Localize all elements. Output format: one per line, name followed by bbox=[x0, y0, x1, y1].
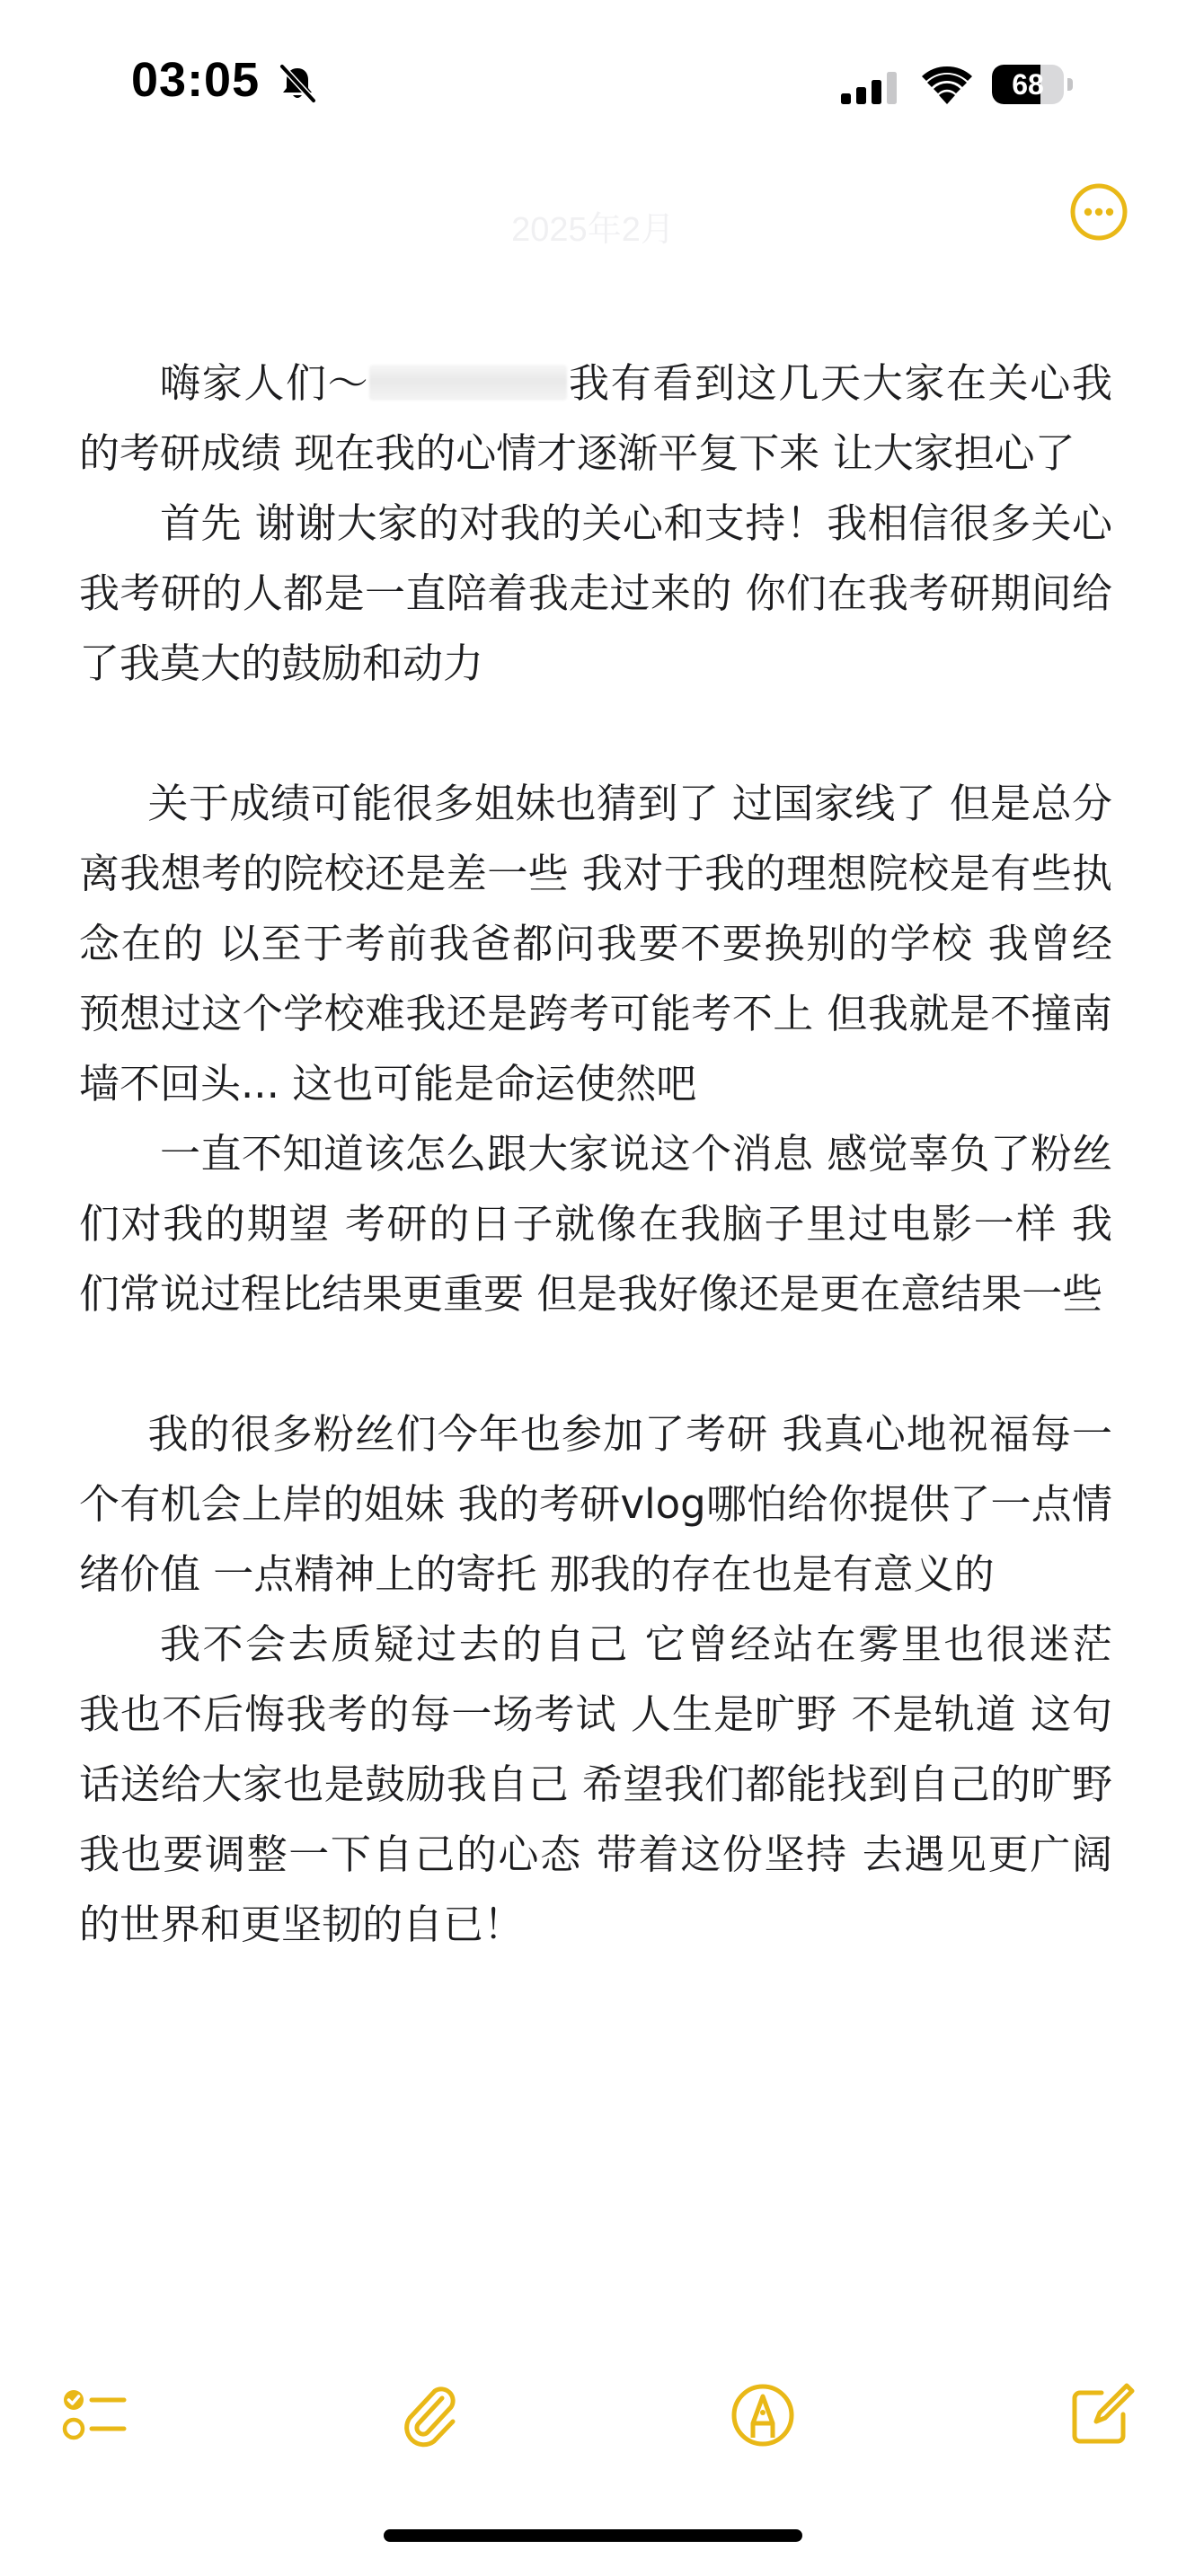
battery-icon bbox=[992, 65, 1075, 104]
home-indicator[interactable] bbox=[384, 2529, 802, 2542]
compose-icon[interactable] bbox=[1066, 2380, 1136, 2450]
greeting-text: 嗨家人们～ bbox=[160, 359, 370, 407]
markup-pen-icon[interactable] bbox=[728, 2380, 798, 2450]
note-paragraph: 我的很多粉丝们今年也参加了考研 我真心地祝福每一个有机会上岸的姐妹 我的考研vlog哪怕给你提供了一点情绪价值 一点精神上的寄托 那我的存在也是有意义的 bbox=[79, 1410, 1112, 1598]
checklist-icon[interactable] bbox=[59, 2380, 129, 2450]
note-date: 2025年2月 bbox=[511, 211, 675, 249]
redacted-name bbox=[369, 365, 567, 401]
mute-icon bbox=[277, 63, 318, 104]
note-body[interactable] bbox=[79, 348, 1112, 1960]
status-bar bbox=[0, 0, 1186, 171]
wifi-icon bbox=[922, 65, 972, 104]
battery-cap bbox=[1067, 78, 1073, 91]
paperclip-icon[interactable] bbox=[395, 2380, 465, 2450]
status-time: 03:05 bbox=[131, 53, 261, 107]
note-paragraph: 一直不知道该怎么跟大家说这个消息 感觉辜负了粉丝们对我的期望 考研的日子就像在我脑子里过电影一样 我们常说过程比结果更重要 但是我好像还是更在意结果一些 bbox=[79, 1130, 1112, 1318]
battery-body bbox=[992, 65, 1064, 104]
note-paragraph: 我不会去质疑过去的自己 它曾经站在雾里也很迷茫 我也不后悔我考的每一场考试 人生是旷野 不是轨道 这句话送给大家也是鼓励我自己 希望我们都能找到自己的旷野 我也要调整一下自己的心态 带着这份坚持 去遇见更广阔的世界和更坚韧的自已！ bbox=[79, 1620, 1112, 1948]
note-paragraph: 首先 谢谢大家的对我的关心和支持！我相信很多关心我考研的人都是一直陪着我走过来的 你们在我考研期间给了我莫大的鼓励和动力 bbox=[79, 499, 1112, 687]
paragraph-text: 我有看到这几天大家在关心我的考研成绩 现在我的心情才逐渐平复下来 让大家担心了 bbox=[79, 359, 1112, 477]
note-paragraph bbox=[79, 348, 1112, 489]
blank-line bbox=[79, 699, 1112, 769]
blank-line bbox=[79, 1329, 1112, 1399]
cellular-signal-icon bbox=[841, 72, 898, 104]
note-paragraph: 关于成绩可能很多姐妹也猜到了 过国家线了 但是总分离我想考的院校还是差一些 我对于我的理想院校是有些执念在的 以至于考前我爸都问我要不要换别的学校 我曾经预想过这个学校难我还是跨考可能考不上 但我就是不撞南墙不回头... 这也可能是命运使然吧 bbox=[79, 780, 1112, 1107]
battery-level: 68 bbox=[1012, 68, 1044, 101]
more-options-icon[interactable] bbox=[1070, 183, 1128, 241]
